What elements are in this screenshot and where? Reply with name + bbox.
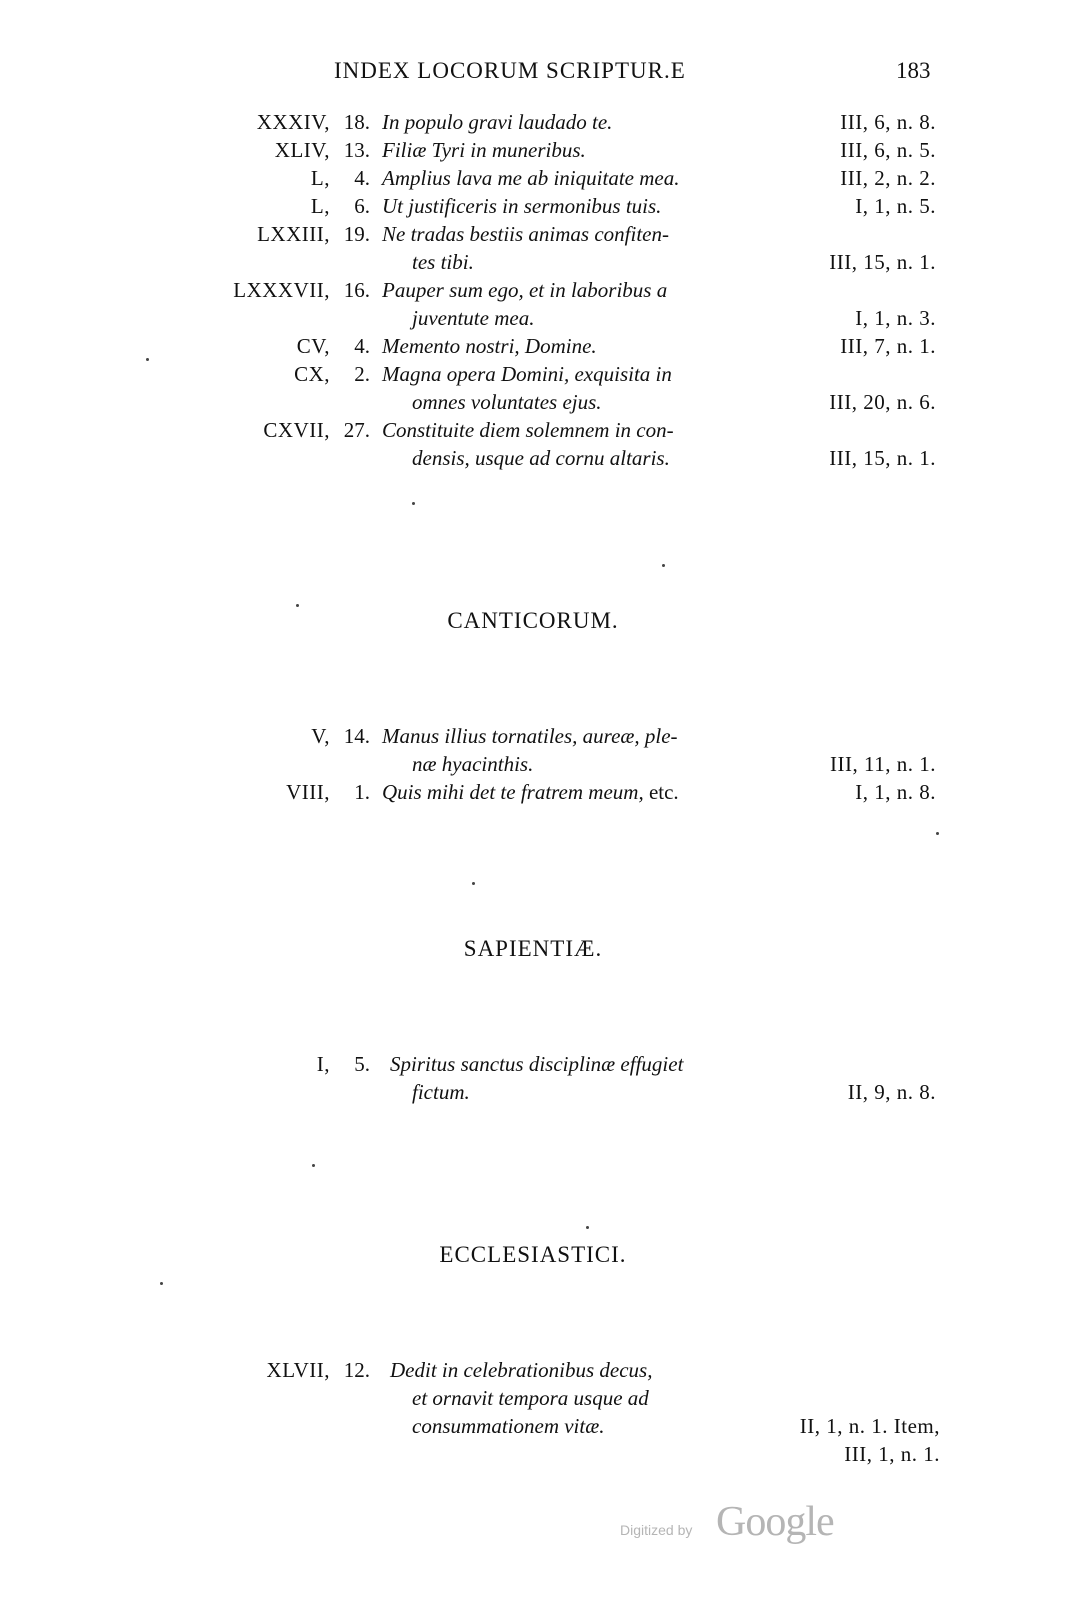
verse-text: Memento nostri, Domine. [382, 334, 597, 358]
chapter-number: CXVII, [263, 418, 330, 442]
chapter-number: VIII, [286, 780, 330, 804]
psalmi-entry-list [0, 108, 1066, 472]
chapter-number: L, [310, 194, 330, 218]
verse-text: Ne tradas bestiis animas confiten- [382, 222, 669, 246]
verse-text-continued: næ hyacinthis. [412, 752, 534, 776]
verse-number: 14. [343, 724, 370, 748]
scan-speck [412, 502, 415, 505]
canticorum-entry-list [0, 722, 1066, 806]
reference-continued: III, 1, n. 1. [844, 1442, 940, 1466]
scan-speck [586, 1226, 589, 1229]
verse-text: In populo gravi laudado te. [382, 110, 613, 134]
chapter-number: XLIV, [274, 138, 330, 162]
index-entry [0, 276, 1066, 332]
verse-text [382, 778, 679, 806]
reference: III, 6, n. 8. [840, 110, 936, 134]
verse-number: 4. [354, 334, 370, 358]
reference: III, 15, n. 1. [829, 446, 936, 470]
index-entry [0, 136, 1066, 164]
reference: I, 1, n. 3. [855, 306, 936, 330]
chapter-number: CV, [296, 334, 330, 358]
reference: III, 2, n. 2. [840, 166, 936, 190]
scan-speck [296, 604, 299, 607]
verse-text-continued: juventute mea. [412, 306, 535, 330]
etc-suffix: etc. [643, 780, 679, 804]
verse-number: 27. [343, 418, 370, 442]
running-title: INDEX LOCORUM SCRIPTUR.E [334, 58, 686, 83]
reference: III, 20, n. 6. [829, 390, 936, 414]
chapter-number: XXXIV, [256, 110, 330, 134]
chapter-number: V, [311, 724, 330, 748]
verse-number: 5. [354, 1052, 370, 1076]
sapientiae-entry-list [0, 1050, 1066, 1106]
verse-number: 19. [343, 222, 370, 246]
watermark-prefix: Digitized by [620, 1522, 693, 1538]
verse-text-continued: fictum. [412, 1080, 470, 1104]
verse-text: Manus illius tornatiles, aureæ, ple- [382, 724, 678, 748]
chapter-number: I, [316, 1052, 330, 1076]
verse-number: 18. [343, 110, 370, 134]
reference: II, 9, n. 8. [847, 1080, 936, 1104]
section-heading-ecclesiastici: ECCLESIASTICI. [439, 1242, 627, 1267]
verse-text: Magna opera Domini, exquisita in [382, 362, 672, 386]
chapter-number: CX, [294, 362, 330, 386]
scan-speck [146, 358, 149, 361]
verse-text-continued: densis, usque ad cornu altaris. [412, 446, 670, 470]
index-entry [0, 1356, 1066, 1468]
scan-speck [160, 1282, 163, 1285]
index-entry [0, 360, 1066, 416]
verse-number: 16. [343, 278, 370, 302]
index-entry [0, 416, 1066, 472]
verse-text: Pauper sum ego, et in laboribus a [382, 278, 668, 302]
index-entry [0, 778, 1066, 806]
verse-text: Ut justificeris in sermonibus tuis. [382, 194, 662, 218]
verse-text: Filiæ Tyri in muneribus. [382, 138, 586, 162]
section-heading-sapientiae: SAPIENTIÆ. [463, 936, 603, 961]
scan-speck [312, 1164, 315, 1167]
reference: II, 1, n. 1. Item, [799, 1414, 940, 1438]
section-heading-canticorum: CANTICORUM. [447, 608, 619, 633]
reference: III, 7, n. 1. [840, 334, 936, 358]
index-entry [0, 1050, 1066, 1106]
verse-text: Amplius lava me ab iniquitate mea. [382, 166, 680, 190]
verse-number: 1. [354, 780, 370, 804]
reference: I, 1, n. 5. [855, 194, 936, 218]
reference: III, 6, n. 5. [840, 138, 936, 162]
verse-number: 4. [354, 166, 370, 190]
index-entry [0, 722, 1066, 778]
reference: I, 1, n. 8. [855, 780, 936, 804]
scan-speck [936, 832, 939, 835]
verse-text-continued: omnes voluntates ejus. [412, 390, 602, 414]
google-logo: Google [716, 1499, 834, 1545]
reference: III, 15, n. 1. [829, 250, 936, 274]
verse-text-continued: consummationem vitæ. [412, 1414, 605, 1438]
page-header [0, 58, 1066, 92]
verse-number: 12. [343, 1358, 370, 1382]
index-entry [0, 108, 1066, 136]
index-entry [0, 164, 1066, 192]
page-number: 183 [896, 58, 931, 83]
verse-text-continued: tes tibi. [412, 250, 474, 274]
ecclesiastici-entry-list [0, 1356, 1066, 1468]
verse-number: 6. [354, 194, 370, 218]
verse-text-continued: et ornavit tempora usque ad [412, 1386, 649, 1410]
chapter-number: L, [310, 166, 330, 190]
verse-text: Spiritus sanctus disciplinæ effugiet [390, 1052, 684, 1076]
verse-text: Dedit in celebrationibus decus, [390, 1358, 653, 1382]
chapter-number: XLVII, [266, 1358, 330, 1382]
verse-text-main: Quis mihi det te fratrem meum, [382, 780, 644, 804]
verse-text: Constituite diem solemnem in con- [382, 418, 674, 442]
reference: III, 11, n. 1. [830, 752, 936, 776]
index-entry [0, 220, 1066, 276]
verse-number: 2. [354, 362, 370, 386]
index-entry [0, 192, 1066, 220]
verse-number: 13. [343, 138, 370, 162]
chapter-number: LXXIII, [257, 222, 330, 246]
scan-speck [472, 882, 475, 885]
scan-speck [662, 564, 665, 567]
index-entry [0, 332, 1066, 360]
chapter-number: LXXXVII, [233, 278, 330, 302]
